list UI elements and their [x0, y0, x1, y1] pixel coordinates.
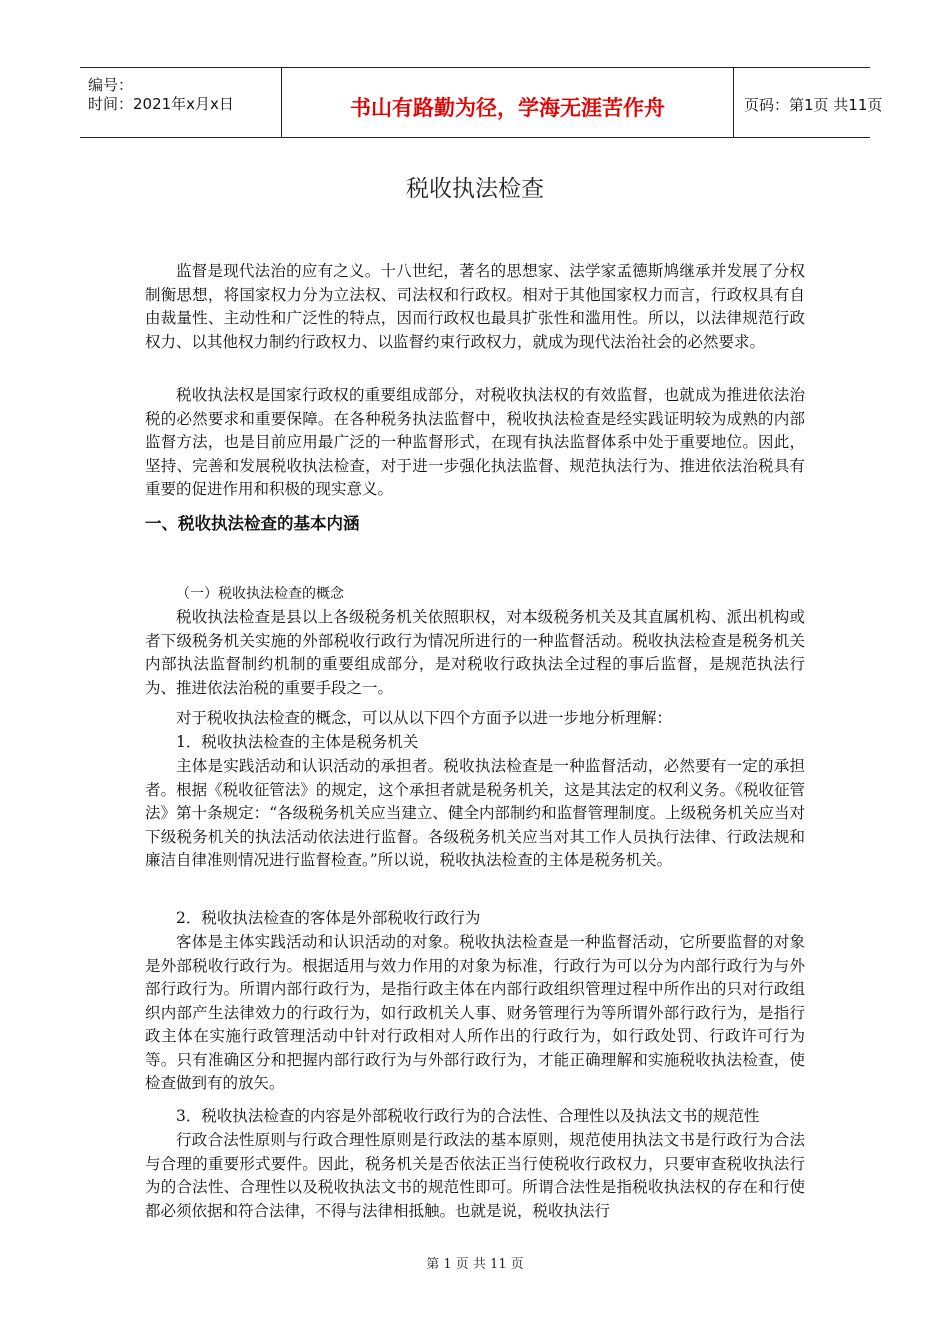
date-line: 时间：2021年x月x日	[88, 95, 234, 113]
motto: 书山有路勤为径，学海无涯苦作舟	[350, 96, 665, 120]
item1-paragraph: 主体是实践活动和认识活动的承担者。税收执法检查是一种监督活动，必然要有一定的承担者。根据《税收征管法》的规定，这个承担者就是税务机关，这是其法定的权利义务。《税收征管法》第十条规定：“各级税务机关应当建立、健全内部制约和监督管理制度。上级税务机关应当对下级税务机关的执法活动依法进行监督。各级税务机关应当对其工作人员执行法律、行政法规和廉洁自律准则情况进行监督检查。”所以说，税收执法检查的主体是税务机关。	[145, 757, 805, 869]
header-motto-cell	[282, 68, 734, 137]
item3-title: 3．税收执法检查的内容是外部税收行政行为的合法性、合理性以及执法文书的规范性	[176, 1107, 760, 1125]
header-left-cell	[80, 68, 282, 137]
item1-title: 1．税收执法检查的主体是税务机关	[176, 733, 419, 751]
intro-paragraph-1: 监督是现代法治的应有之义。十八世纪，著名的思想家、法学家孟德斯鸠继承并发展了分权制衡思想，将国家权力分为立法权、司法权和行政权。相对于其他国家权力而言，行政权具有自由裁量性、主动性和广泛性的特点，因而行政权也最具扩张性和滥用性。所以，以法律规范行政权力、以其他权力制约行政权力、以监督约束行政权力，就成为现代法治社会的必然要求。	[145, 262, 805, 351]
document-title: 税收执法检查	[406, 176, 544, 202]
intro-paragraph-2: 税收执法权是国家行政权的重要组成部分，对税收执法权的有效监督，也就成为推进依法治税的必然要求和重要保障。在各种税务执法监督中，税收执法检查是经实践证明较为成熟的内部监督方法，也是目前应用最广泛的一种监督形式，在现有执法监督体系中处于重要地位。因此，坚持、完善和发展税收执法检查，对于进一步强化执法监督、规范执法行为、推进依法治税具有重要的促进作用和积极的现实意义。	[145, 386, 805, 498]
analysis-intro: 对于税收执法检查的概念，可以从以下四个方面予以进一步地分析理解：	[176, 709, 673, 727]
item2-paragraph: 客体是主体实践活动和认识活动的对象。税收执法检查是一种监督活动，它所要监督的对象是外部税收行政行为。根据适用与效力作用的对象为标准，行政行为可以分为内部行政行为与外部行政行为。所谓内部行政行为，是指行政主体在内部行政组织管理过程中所作出的只对行政组织内部产生法律效力的行政行为，如行政机关人事、财务管理行为等所谓外部行政行为，是指行政主体在实施行政管理活动中针对行政相对人所作出的行政行为，如行政处罚、行政许可行为等。只有准确区分和把握内部行政行为与外部行政行为，才能正确理解和实施税收执法检查，使检查做到有的放矢。	[145, 933, 805, 1092]
section-heading: 一、税收执法检查的基本内涵	[145, 514, 360, 533]
header-right-cell	[734, 68, 883, 137]
item3-paragraph: 行政合法性原则与行政合理性原则是行政法的基本原则，规范使用执法文书是行政行为合法与合理的重要形式要件。因此，税务机关是否依法正当行使税收行政权力，只要审查税收执法行为的合法性、合理性以及税收执法文书的规范性即可。所谓合法性是指税收执法权的存在和行使都必须依据和符合法律，不得与法律相抵触。也就是说，税收执法行	[145, 1131, 805, 1220]
page-info: 页码：第1页 共11页	[744, 96, 883, 114]
concept-paragraph: 税收执法检查是县以上各级税务机关依照职权，对本级税务机关及其直属机构、派出机构或者下级税务机关实施的外部税收行政行为情况所进行的一种监督活动。税收执法检查是税务机关内部执法监督制约机制的重要组成部分，是对税收行政执法全过程的事后监督，是规范执法行为、推进依法治税的重要手段之一。	[145, 608, 805, 697]
header-table	[80, 67, 883, 138]
code-label: 编号：	[88, 76, 134, 94]
page-footer: 第 1 页 共 11 页	[426, 1257, 524, 1272]
item2-title: 2．税收执法检查的客体是外部税收行政行为	[176, 909, 481, 927]
subsection-heading: （一）税收执法检查的概念	[176, 586, 344, 602]
